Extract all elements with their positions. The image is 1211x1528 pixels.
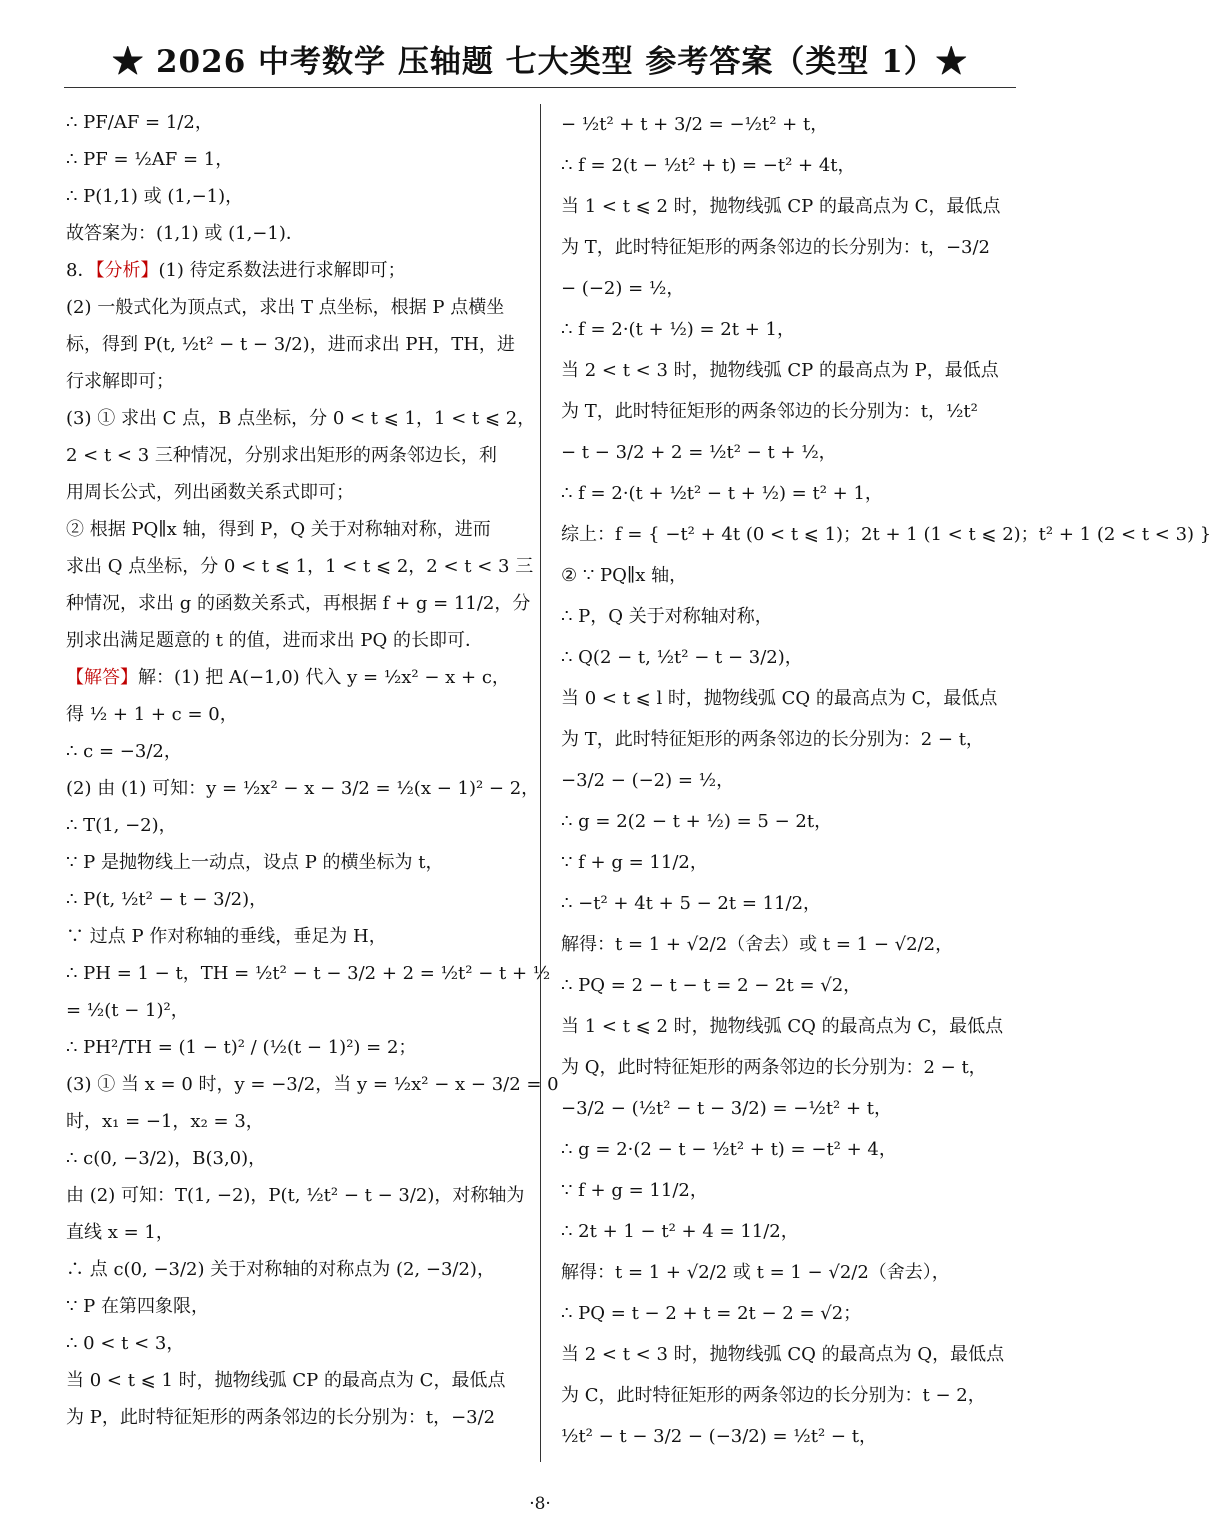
text-line: ② ∵ PQ∥x 轴， [561, 565, 688, 586]
text-line: ∴ P，Q 关于对称轴对称， [561, 606, 773, 627]
text-line: 为 T，此时特征矩形的两条邻边的长分别为：t，½t² [561, 401, 978, 422]
text-line: ∴ −t² + 4t + 5 − 2t = 11/2， [561, 893, 822, 914]
text-line: ∵ f + g = 11/2， [561, 852, 708, 873]
text-line: ∴ c = −3/2， [66, 741, 182, 762]
text-line: 直线 x = 1， [66, 1222, 174, 1243]
text-line: (2) 由 (1) 可知：y = ½x² − x − 3/2 = ½(x − 1)² − 2， [66, 778, 540, 799]
text-line: 当 2 < t < 3 时，抛物线弧 CP 的最高点为 P，最低点 [561, 360, 999, 381]
text-line: 【解答】解：(1) 把 A(−1,0) 代入 y = ½x² − x + c， [66, 667, 510, 688]
text-line: 为 P，此时特征矩形的两条邻边的长分别为：t，−3/2 [66, 1407, 496, 1428]
text-line: ∴ T(1, −2)， [66, 815, 177, 836]
text-line: ∴ PF = ½AF = 1， [66, 149, 234, 170]
text-line: 种情况，求出 g 的函数关系式，再根据 f + g = 11/2，分 [66, 593, 531, 614]
text-line: ∴ 0 < t < 3， [66, 1333, 185, 1354]
text-line: 得 ½ + 1 + c = 0， [66, 704, 238, 725]
text-line: 为 T，此时特征矩形的两条邻边的长分别为：2 − t， [561, 729, 984, 750]
text-line: (3) ① 当 x = 0 时，y = −3/2，当 y = ½x² − x − 3/2 = 0 [66, 1074, 559, 1095]
right-column [561, 104, 1211, 1464]
text-line: ∵ 过点 P 作对称轴的垂线，垂足为 H， [66, 926, 387, 947]
text-line: ∴ 2t + 1 − t² + 4 = 11/2， [561, 1221, 799, 1242]
text-line: 综上：f = { −t² + 4t (0 < t ⩽ 1)；2t + 1 (1 < t ⩽ 2)；t² + 1 (2 < t < 3) } [561, 524, 1211, 545]
text-line: ∴ P(t, ½t² − t − 3/2)， [66, 889, 268, 910]
text-line: ② 根据 PQ∥x 轴，得到 P，Q 关于对称轴对称，进而 [66, 519, 491, 540]
text-line: 行求解即可； [66, 371, 174, 392]
text-line: 由 (2) 可知：T(1, −2)，P(t, ½t² − t − 3/2)，对称轴为 [66, 1185, 525, 1206]
text-line: 为 C，此时特征矩形的两条邻边的长分别为：t − 2， [561, 1385, 986, 1406]
text-line: − (−2) = ½， [561, 278, 685, 299]
text-line: (2) 一般式化为顶点式，求出 T 点坐标，根据 P 点横坐 [66, 297, 505, 318]
text-line: 为 T，此时特征矩形的两条邻边的长分别为：t，−3/2 [561, 237, 991, 258]
text-line: 解得：t = 1 + √2/2 或 t = 1 − √2/2（舍去）， [561, 1262, 950, 1283]
text-line: ½t² − t − 3/2 − (−3/2) = ½t² − t， [561, 1426, 877, 1447]
text-line: ∵ f + g = 11/2， [561, 1180, 708, 1201]
text-line: 当 2 < t < 3 时，抛物线弧 CQ 的最高点为 Q，最低点 [561, 1344, 1005, 1365]
text-line: ∴ c(0, −3/2)，B(3,0)， [66, 1148, 267, 1169]
text-line: −3/2 − (½t² − t − 3/2) = −½t² + t， [561, 1098, 893, 1119]
text-line: ∴ g = 2(2 − t + ½) = 5 − 2t， [561, 811, 833, 832]
text-line: ∴ Q(2 − t, ½t² − t − 3/2)， [561, 647, 803, 668]
page-header-title: ★ 2026 中考数学 压轴题 七大类型 参考答案（类型 1）★ [112, 44, 968, 80]
column-divider [540, 104, 541, 1462]
text-line: 故答案为：(1,1) 或 (1,−1)． [66, 223, 304, 244]
text-line: 求出 Q 点坐标，分 0 < t ⩽ 1，1 < t ⩽ 2，2 < t < 3 三 [66, 556, 534, 577]
text-line: ∴ PQ = t − 2 + t = 2t − 2 = √2； [561, 1303, 862, 1324]
text-line: ∴ f = 2·(t + ½) = 2t + 1， [561, 319, 795, 340]
text-line: ∴ PH = 1 − t，TH = ½t² − t − 3/2 + 2 = ½t² − t + ½ [66, 963, 551, 984]
text-line: 2 < t < 3 三种情况，分别求出矩形的两条邻边长，利 [66, 445, 497, 466]
page-number: ·8· [529, 1494, 551, 1514]
left-column [66, 104, 559, 1464]
text-line: = ½(t − 1)²， [66, 1000, 189, 1021]
text-line: 为 Q，此时特征矩形的两条邻边的长分别为：2 − t， [561, 1057, 987, 1078]
header-rule [64, 87, 1016, 88]
text-line: 当 0 < t ⩽ 1 时，抛物线弧 CP 的最高点为 C，最低点 [66, 1370, 506, 1391]
text-line: 别求出满足题意的 t 的值，进而求出 PQ 的长即可． [66, 630, 483, 651]
text-line: ∴ PF/AF = 1/2， [66, 112, 213, 133]
text-line: ∴ g = 2·(2 − t − ½t² + t) = −t² + 4， [561, 1139, 897, 1160]
text-line: 标，得到 P(t, ½t² − t − 3/2)，进而求出 PH，TH，进 [66, 334, 515, 355]
text-line: ∵ P 是抛物线上一动点，设点 P 的横坐标为 t， [66, 852, 444, 873]
text-line: − t − 3/2 + 2 = ½t² − t + ½， [561, 442, 837, 463]
text-line: 解得：t = 1 + √2/2（舍去）或 t = 1 − √2/2， [561, 934, 954, 955]
text-line: −3/2 − (−2) = ½， [561, 770, 735, 791]
text-line: (3) ① 求出 C 点，B 点坐标，分 0 < t ⩽ 1，1 < t ⩽ 2， [66, 408, 536, 429]
text-line: 当 1 < t ⩽ 2 时，抛物线弧 CP 的最高点为 C，最低点 [561, 196, 1001, 217]
text-line: 当 0 < t ⩽ l 时，抛物线弧 CQ 的最高点为 C，最低点 [561, 688, 998, 709]
text-line: ∴ P(1,1) 或 (1,−1)， [66, 186, 244, 207]
text-line: ∴ PQ = 2 − t − t = 2 − 2t = √2， [561, 975, 862, 996]
text-line: ∵ P 在第四象限， [66, 1296, 210, 1317]
text-line: 当 1 < t ⩽ 2 时，抛物线弧 CQ 的最高点为 C，最低点 [561, 1016, 1004, 1037]
text-line: 时，x₁ = −1，x₂ = 3， [66, 1111, 264, 1132]
text-line: − ½t² + t + 3/2 = −½t² + t， [561, 114, 829, 135]
text-line: 8．【分析】(1) 待定系数法进行求解即可； [66, 260, 406, 281]
text-line: 用周长公式，列出函数关系式即可； [66, 482, 354, 503]
text-line: ∴ 点 c(0, −3/2) 关于对称轴的对称点为 (2, −3/2)， [66, 1259, 495, 1280]
text-line: ∴ f = 2·(t + ½t² − t + ½) = t² + 1， [561, 483, 883, 504]
text-line: ∴ f = 2(t − ½t² + t) = −t² + 4t， [561, 155, 856, 176]
text-line: ∴ PH²/TH = (1 − t)² / (½(t − 1)²) = 2； [66, 1037, 417, 1058]
